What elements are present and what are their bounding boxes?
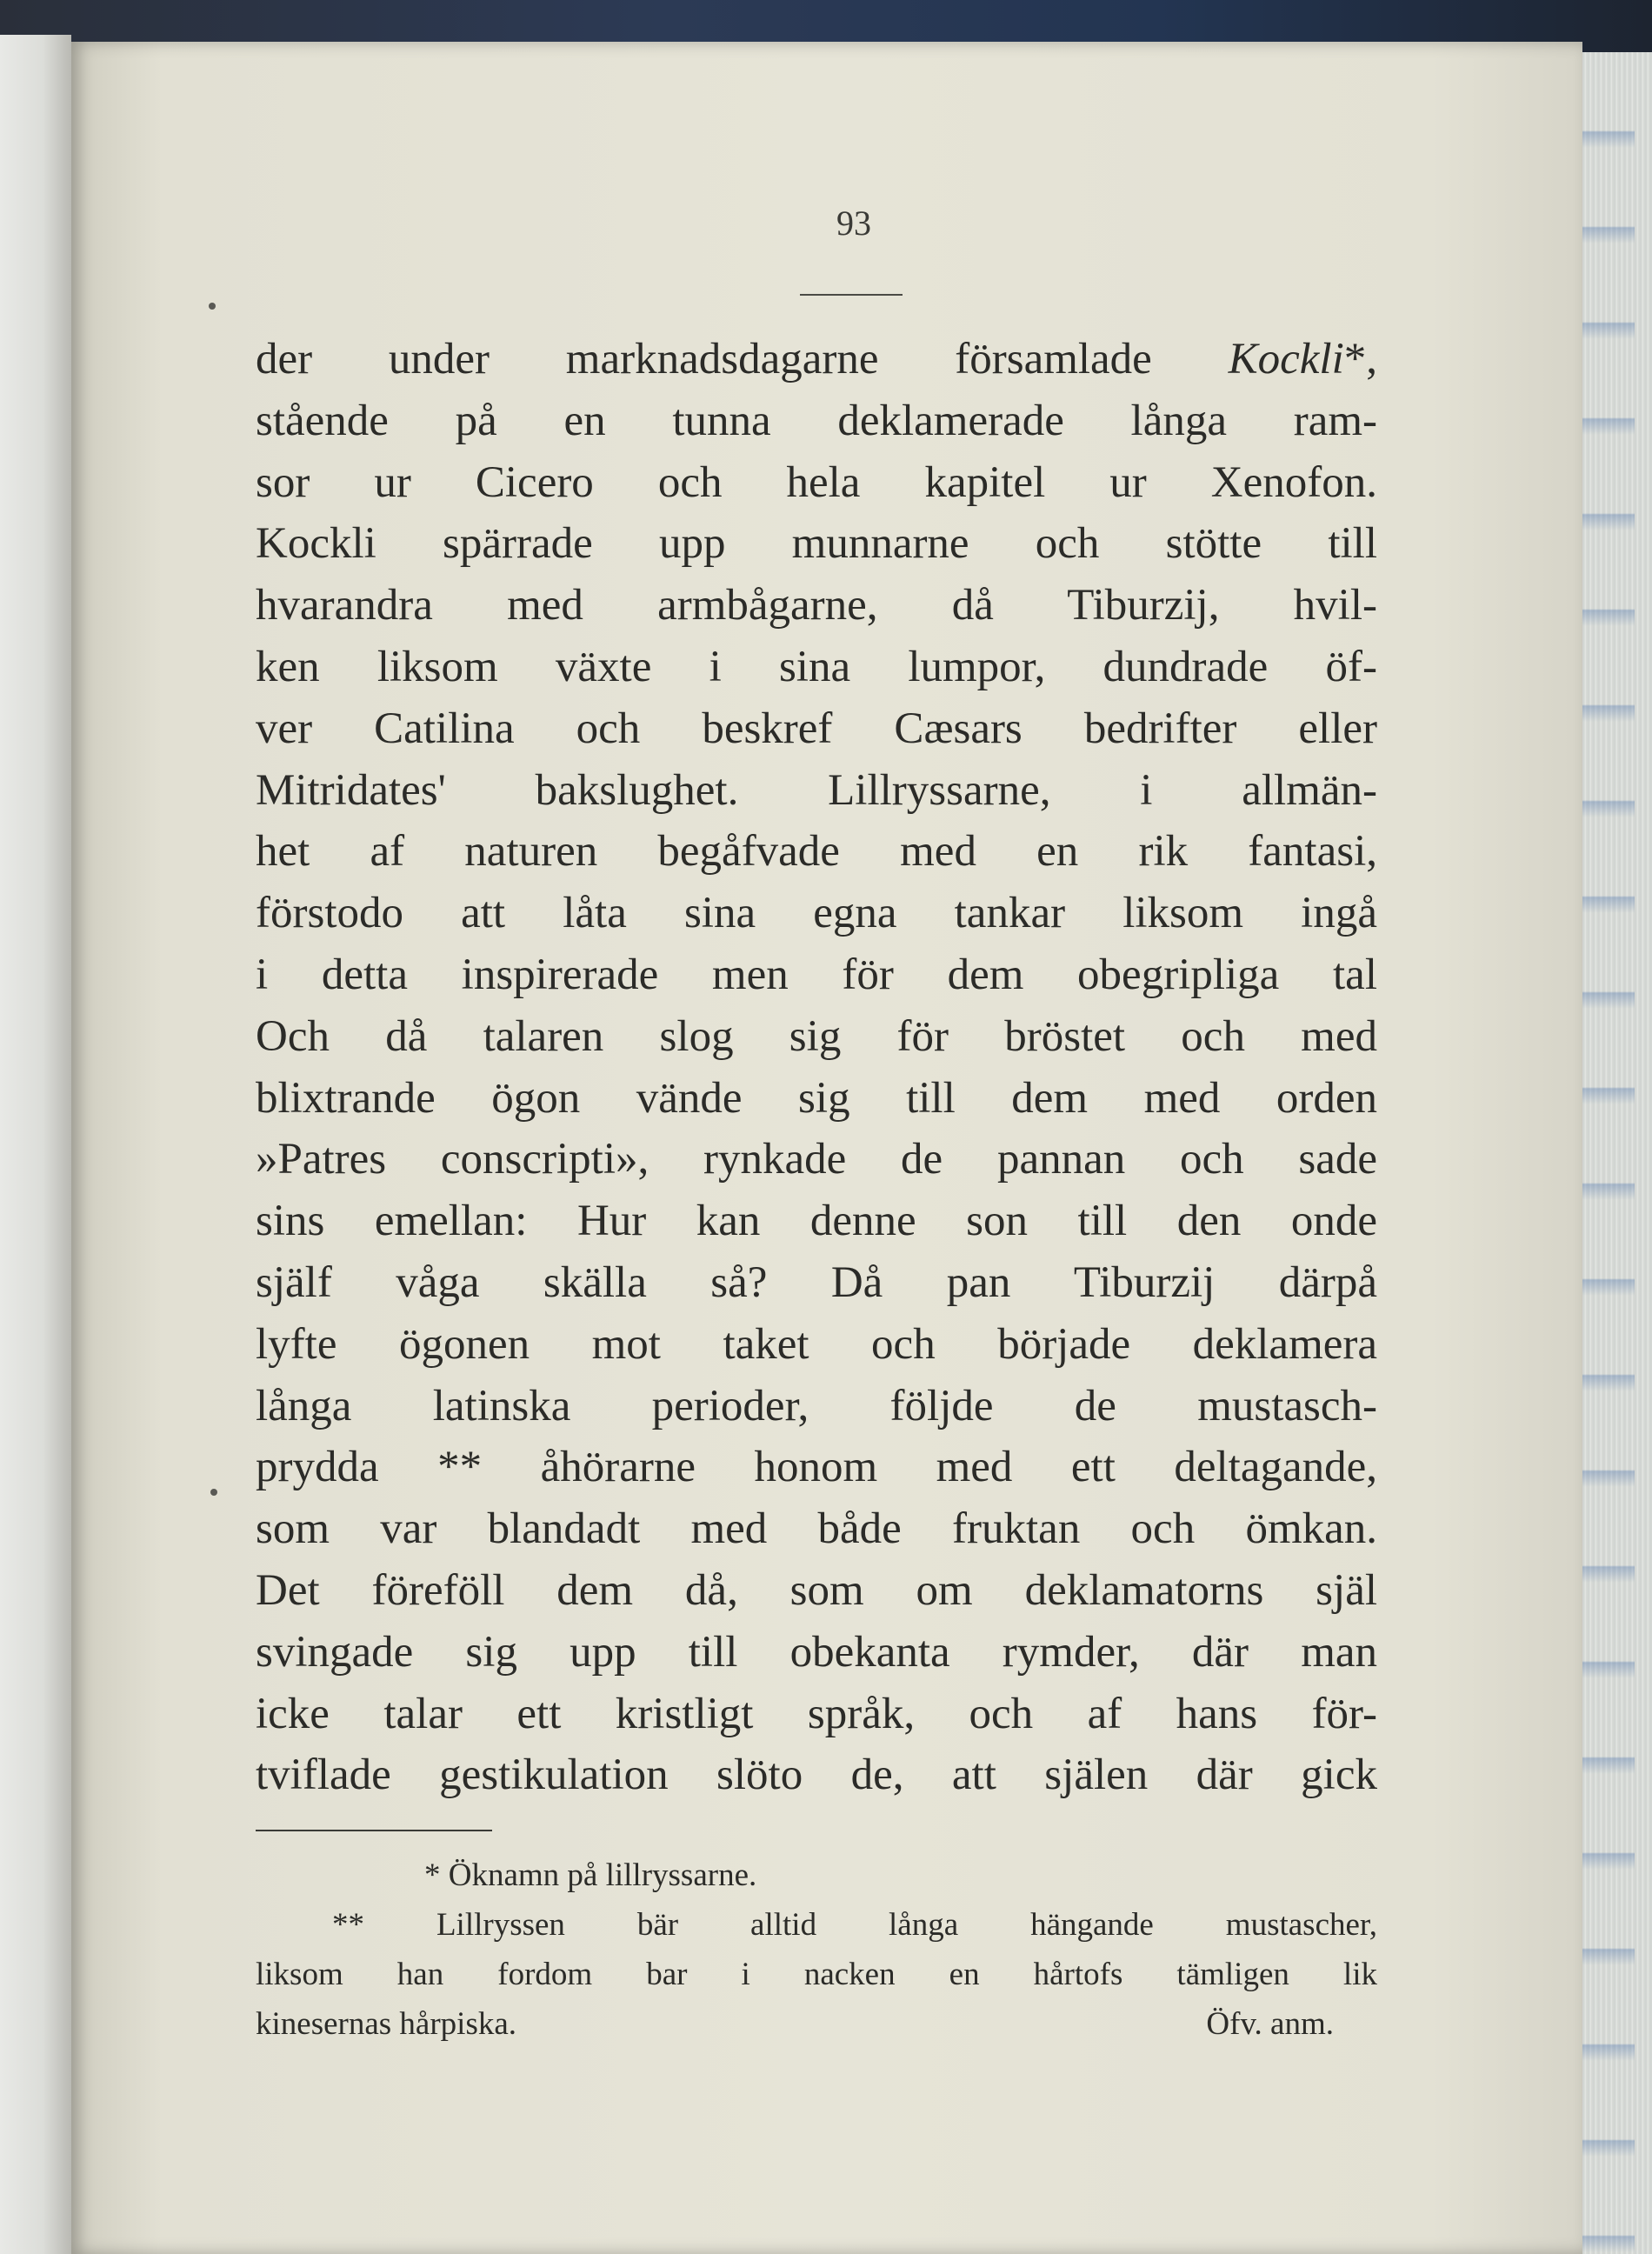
footnote-2-line-1: ** Lillryssen bär alltid långa hängande mustascher, bbox=[332, 1907, 1377, 1943]
left-page-edge bbox=[0, 35, 71, 2254]
text-segment: der under marknadsdagarne församlade bbox=[256, 335, 1229, 383]
text-line: prydda ** åhörarne honom med ett deltagande, bbox=[256, 1443, 1377, 1492]
text-line: ken liksom växte i sina lumpor, dundrade öf- bbox=[256, 642, 1377, 691]
text-line: själf våga skälla så? Då pan Tiburzij därpå bbox=[256, 1257, 1377, 1307]
text-line: lyfte ögonen mot taket och började deklamera bbox=[256, 1319, 1377, 1369]
footnote-2-line-2: liksom han fordom bar i nacken en hårtofs tämligen lik bbox=[256, 1957, 1377, 1992]
footnote-1: * Öknamn på lillryssarne. bbox=[424, 1857, 757, 1893]
text-line: sins emellan: Hur kan denne son till den onde bbox=[256, 1197, 1377, 1246]
text-line: i detta inspirerade men för dem obegripliga tal bbox=[256, 950, 1377, 999]
text-line: icke talar ett kristligt språk, och af hans för- bbox=[256, 1689, 1377, 1738]
page-number: 93 bbox=[836, 203, 871, 243]
text-line: ver Catilina och beskref Cæsars bedrifter eller bbox=[256, 704, 1377, 753]
text-line: tviflade gestikulation slöto de, att själen där gick bbox=[256, 1751, 1377, 1800]
stray-ink-dot bbox=[210, 1489, 217, 1496]
text-line: sor ur Cicero och hela kapitel ur Xenofon. bbox=[256, 457, 1377, 507]
text-segment: *, bbox=[1343, 335, 1377, 383]
text-line: het af naturen begåfvade med en rik fantasi, bbox=[256, 827, 1377, 877]
text-line: Kockli spärrade upp munnarne och stötte till bbox=[256, 519, 1377, 569]
text-line: som var blandadt med både fruktan och ömkan. bbox=[256, 1504, 1377, 1554]
body-text bbox=[256, 329, 1377, 1806]
italic-word: Kockli bbox=[1228, 335, 1344, 383]
translator-note-signature: Öfv. anm. bbox=[1206, 2006, 1334, 2042]
text-line: förstodo att låta sina egna tankar liksom ingå bbox=[256, 889, 1377, 938]
text-line: svingade sig upp till obekanta rymder, där man bbox=[256, 1627, 1377, 1677]
footnotes bbox=[256, 1851, 1377, 2049]
stray-ink-dot bbox=[209, 303, 216, 310]
text-line: långa latinska perioder, följde de mustasch- bbox=[256, 1381, 1377, 1430]
page-edge-marks bbox=[1582, 52, 1635, 2254]
footnote-2-last-row bbox=[256, 1999, 1377, 2049]
book-page bbox=[71, 42, 1582, 2254]
text-line: Och då talaren slog sig för bröstet och med bbox=[256, 1011, 1377, 1061]
text-line: blixtrande ögon vände sig till dem med orden bbox=[256, 1073, 1377, 1123]
text-line: hvarandra med armbågarne, då Tiburzij, hvil- bbox=[256, 581, 1377, 630]
text-line: stående på en tunna deklamerade långa ram- bbox=[256, 396, 1377, 445]
text-line bbox=[256, 329, 1377, 390]
text-line: Mitridates' bakslughet. Lillryssarne, i allmän- bbox=[256, 765, 1377, 815]
footnote-2-line-3: kinesernas hårpiska. bbox=[256, 2006, 517, 2042]
footnote-separator bbox=[256, 1830, 492, 1831]
text-line: »Patres conscripti», rynkade de pannan och sade bbox=[256, 1135, 1377, 1184]
text-line: Det föreföll dem då, som om deklamatorns själ bbox=[256, 1565, 1377, 1615]
page-number-rule bbox=[800, 294, 903, 296]
